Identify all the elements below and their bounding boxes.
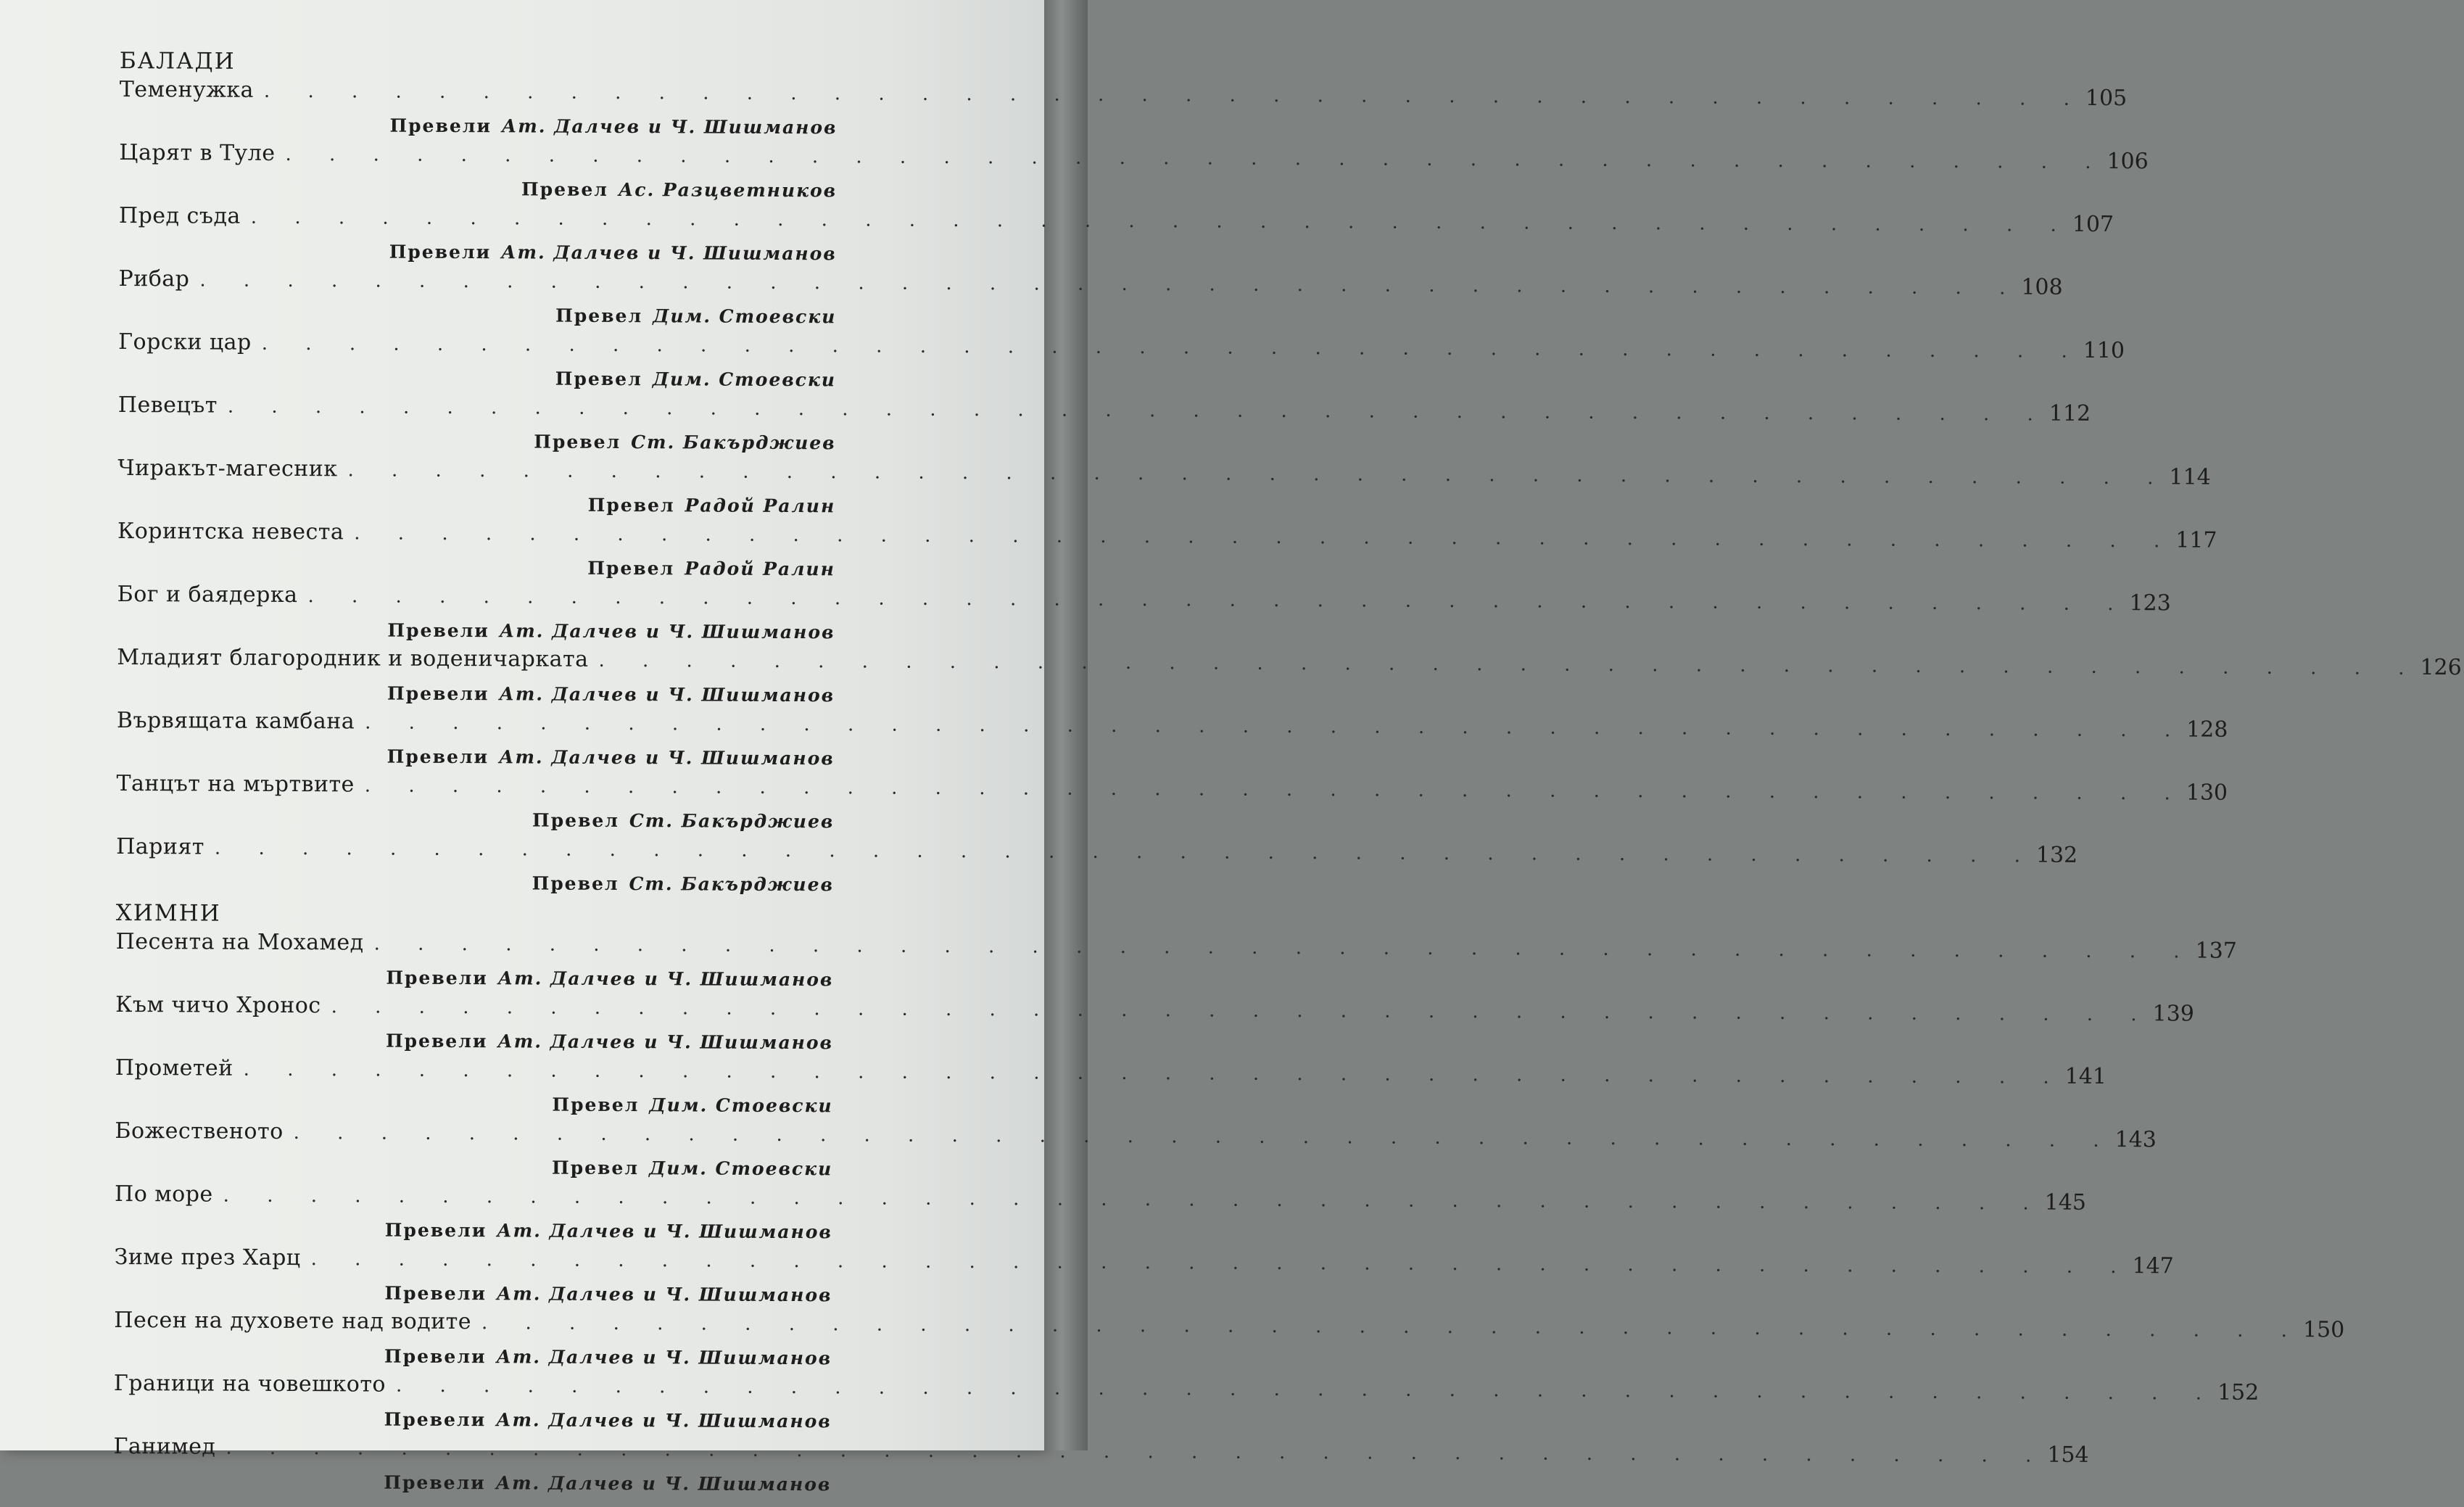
entry-title: Песента на Мохамед bbox=[115, 928, 364, 956]
entry-line bbox=[117, 581, 2171, 617]
entry-line bbox=[113, 1433, 2089, 1469]
translator-verb: Превел bbox=[555, 305, 643, 327]
translator-verb: Превел bbox=[555, 368, 642, 390]
section-heading: ХИМНИ bbox=[115, 899, 221, 927]
dot-leader: . . . . . . . . . . . . . . . . . . . . . . . . . . . . . . . . . . . . . . . . . . bbox=[261, 332, 2083, 363]
translator-verb: Превели bbox=[387, 682, 489, 705]
toc-entry bbox=[118, 265, 2063, 333]
entry-page-number: 114 bbox=[2169, 464, 2211, 490]
translator-name: Ат. Далчев и Ч. Шишманов bbox=[497, 1031, 834, 1054]
section-entries bbox=[113, 928, 2345, 1500]
translator-name: Ат. Далчев и Ч. Шишманов bbox=[501, 115, 838, 139]
toc-entry bbox=[117, 518, 2217, 585]
entry-translator bbox=[119, 172, 924, 207]
entry-title: Младият благородник и воденичарката bbox=[117, 644, 589, 672]
entry-line bbox=[116, 833, 2078, 870]
entry-line bbox=[118, 329, 2125, 365]
entry-page-number: 145 bbox=[2044, 1189, 2086, 1215]
entry-line bbox=[113, 1370, 2260, 1406]
dot-leader: . . . . . . . . . . . . . . . . . . . . . . . . . . . . . . . . . . . . . . . . . . bbox=[223, 1184, 2045, 1215]
entry-line bbox=[117, 392, 2091, 428]
entry-title: Ганимед bbox=[113, 1433, 216, 1460]
dot-leader: . . . . . . . . . . . . . . . . . . . . . . . . . . . . . . . . . . . . . . . . . . bbox=[214, 837, 2036, 867]
translator-verb: Превел bbox=[532, 872, 619, 895]
entry-translator bbox=[116, 866, 921, 901]
entry-translator bbox=[114, 1403, 919, 1437]
entry-line bbox=[119, 76, 2128, 112]
entry-line bbox=[119, 139, 2149, 176]
entry-translator bbox=[114, 1276, 919, 1311]
toc-entry bbox=[115, 991, 2194, 1059]
entry-line bbox=[118, 202, 2114, 239]
entry-page-number: 106 bbox=[2107, 148, 2149, 175]
dot-leader: . . . . . . . . . . . . . . . . . . . . . . . . . . . . . . . . . . . . . . . . . . bbox=[285, 143, 2107, 173]
entry-page-number: 154 bbox=[2047, 1442, 2089, 1468]
entry-page-number: 128 bbox=[2186, 717, 2228, 743]
translator-name: Ст. Бакърджиев bbox=[631, 432, 836, 454]
dot-leader: . . . . . . . . . . . . . . . . . . . . . . . . . . . . . . . . . . . . . . . . . . bbox=[598, 649, 2420, 680]
dot-leader: . . . . . . . . . . . . . . . . . . . . . . . . . . . . . . . . . . . . . . . . . . bbox=[199, 269, 2022, 300]
toc-entry bbox=[115, 1118, 2157, 1185]
toc-entry bbox=[115, 1054, 2107, 1122]
translator-verb: Превели bbox=[384, 1471, 486, 1494]
entry-title: Певецът bbox=[117, 392, 218, 418]
translator-verb: Превели bbox=[384, 1282, 487, 1305]
toc-entry bbox=[118, 329, 2125, 396]
entry-line bbox=[117, 455, 2211, 491]
dot-leader: . . . . . . . . . . . . . . . . . . . . . . . . . . . . . . . . . . . . . . . . . . bbox=[226, 1437, 2048, 1467]
entry-translator bbox=[115, 1087, 920, 1122]
entry-page-number: 152 bbox=[2217, 1379, 2260, 1405]
entry-page-number: 130 bbox=[2186, 780, 2228, 806]
entry-translator bbox=[117, 487, 922, 522]
entry-translator bbox=[117, 614, 922, 648]
table-of-contents bbox=[113, 45, 2462, 1500]
translator-name: Радой Ралин bbox=[685, 495, 836, 517]
translator-verb: Превел bbox=[552, 1157, 640, 1179]
entry-page-number: 117 bbox=[2175, 527, 2217, 553]
entry-line bbox=[115, 991, 2194, 1028]
entry-title: Вървящата камбана bbox=[116, 707, 355, 735]
toc-entry bbox=[116, 707, 2228, 775]
toc-entry bbox=[116, 770, 2228, 838]
entry-page-number: 132 bbox=[2035, 842, 2078, 868]
entry-page-number: 141 bbox=[2064, 1063, 2107, 1089]
entry-title: Коринтска невеста bbox=[117, 518, 344, 545]
toc-entry bbox=[114, 1307, 2345, 1374]
translator-verb: Превел bbox=[534, 431, 621, 453]
entry-title: Божественото bbox=[115, 1118, 284, 1144]
translator-name: Ат. Далчев и Ч. Шишманов bbox=[495, 1472, 832, 1495]
entry-line bbox=[115, 1181, 2086, 1217]
entry-translator bbox=[117, 740, 922, 775]
dot-leader: . . . . . . . . . . . . . . . . . . . . . . . . . . . . . . . . . . . . . . . . . . bbox=[293, 1122, 2115, 1152]
entry-translator bbox=[115, 1213, 919, 1248]
entry-title: Теменужка bbox=[119, 76, 255, 103]
translator-verb: Превели bbox=[384, 1345, 487, 1368]
translator-name: Ст. Бакърджиев bbox=[629, 810, 835, 833]
translator-name: Радой Ралин bbox=[685, 558, 835, 580]
entry-title: Чиракът-магесник bbox=[117, 455, 338, 482]
toc-entry bbox=[115, 1181, 2086, 1248]
toc-entry bbox=[119, 76, 2128, 144]
translator-name: Ат. Далчев и Ч. Шишманов bbox=[499, 746, 835, 769]
section-entries bbox=[116, 76, 2462, 901]
entry-page-number: 123 bbox=[2129, 590, 2171, 616]
entry-line bbox=[115, 1054, 2107, 1091]
entry-translator bbox=[116, 803, 921, 838]
dot-leader: . . . . . . . . . . . . . . . . . . . . . . . . . . . . . . . . . . . . . . . . . . bbox=[481, 1312, 2304, 1342]
entry-page-number: 110 bbox=[2083, 337, 2125, 364]
dot-leader: . . . . . . . . . . . . . . . . . . . . . . . . . . . . . . . . . . . . . . . . . . bbox=[250, 206, 2072, 236]
translator-name: Ат. Далчев и Ч. Шишманов bbox=[496, 1409, 832, 1432]
toc-section bbox=[116, 45, 2462, 901]
entry-title: Танцът на мъртвите bbox=[116, 770, 355, 798]
entry-page-number: 108 bbox=[2021, 274, 2063, 300]
translator-name: Ат. Далчев и Ч. Шишманов bbox=[499, 620, 835, 643]
toc-entry bbox=[118, 202, 2114, 270]
entry-title: Прометей bbox=[115, 1054, 233, 1081]
translator-verb: Превели bbox=[387, 619, 489, 642]
dot-leader: . . . . . . . . . . . . . . . . . . . . . . . . . . . . . . . . . . . . . . . . . . bbox=[364, 775, 2186, 805]
dot-leader: . . . . . . . . . . . . . . . . . . . . . . . . . . . . . . . . . . . . . . . . . . bbox=[331, 996, 2153, 1026]
toc-entry bbox=[115, 928, 2237, 996]
toc-entry bbox=[113, 1370, 2260, 1437]
entry-translator bbox=[119, 235, 924, 270]
translator-name: Ат. Далчев и Ч. Шишманов bbox=[497, 1220, 832, 1243]
translator-verb: Превел bbox=[587, 494, 675, 516]
translator-name: Дим. Стоевски bbox=[649, 1094, 833, 1117]
entry-translator bbox=[115, 961, 920, 996]
toc-entry bbox=[117, 644, 2462, 711]
entry-translator bbox=[117, 550, 922, 585]
entry-page-number: 126 bbox=[2420, 654, 2462, 681]
entry-translator bbox=[118, 361, 923, 396]
entry-line bbox=[114, 1244, 2174, 1280]
entry-title: Пред съда bbox=[118, 202, 241, 229]
dot-leader: . . . . . . . . . . . . . . . . . . . . . . . . . . . . . . . . . . . . . . . . . . bbox=[347, 459, 2170, 490]
translator-name: Ат. Далчев и Ч. Шишманов bbox=[497, 967, 834, 991]
translator-verb: Превел bbox=[521, 178, 608, 200]
toc-entry bbox=[117, 581, 2171, 648]
entry-title: Горски цар bbox=[118, 329, 252, 355]
entry-title: Царят в Туле bbox=[119, 139, 276, 166]
entry-line bbox=[116, 770, 2228, 806]
entry-page-number: 112 bbox=[2048, 400, 2091, 426]
entry-line bbox=[115, 928, 2237, 965]
toc-entry bbox=[114, 1244, 2174, 1311]
translator-verb: Превели bbox=[386, 967, 488, 989]
toc-entry bbox=[119, 139, 2149, 207]
dot-leader: . . . . . . . . . . . . . . . . . . . . . . . . . . . . . . . . . . . . . . . . . . bbox=[307, 585, 2130, 616]
entry-translator bbox=[118, 298, 923, 333]
translator-name: Ат. Далчев и Ч. Шишманов bbox=[496, 1283, 832, 1306]
translator-verb: Превели bbox=[384, 1219, 487, 1242]
entry-page-number: 105 bbox=[2085, 85, 2128, 112]
translator-verb: Превели bbox=[389, 241, 492, 263]
entry-page-number: 107 bbox=[2072, 211, 2114, 238]
entry-translator bbox=[118, 424, 923, 459]
translator-verb: Превели bbox=[385, 1030, 488, 1052]
dot-leader: . . . . . . . . . . . . . . . . . . . . . . . . . . . . . . . . . . . . . . . . . . bbox=[373, 933, 2196, 963]
translator-name: Ст. Бакърджиев bbox=[629, 873, 835, 896]
entry-line bbox=[115, 1118, 2157, 1154]
dot-leader: . . . . . . . . . . . . . . . . . . . . . . . . . . . . . . . . . . . . . . . . . . bbox=[395, 1374, 2218, 1405]
entry-translator bbox=[113, 1466, 918, 1500]
entry-translator bbox=[114, 1339, 919, 1374]
dot-leader: . . . . . . . . . . . . . . . . . . . . . . . . . . . . . . . . . . . . . . . . . . bbox=[354, 522, 2176, 553]
entry-translator bbox=[115, 1024, 920, 1059]
entry-page-number: 147 bbox=[2132, 1253, 2174, 1279]
translator-name: Ат. Далчев и Ч. Шишманов bbox=[501, 241, 837, 265]
entry-page-number: 139 bbox=[2152, 1001, 2194, 1027]
entry-line bbox=[116, 707, 2228, 743]
toc-entry bbox=[113, 1433, 2089, 1500]
translator-name: Ас. Разцветников bbox=[618, 179, 838, 202]
entry-line bbox=[114, 1307, 2345, 1343]
entry-title: Бог и баядерка bbox=[117, 581, 298, 608]
entry-translator bbox=[115, 1150, 919, 1185]
translator-name: Дим. Стоевски bbox=[652, 368, 837, 391]
dot-leader: . . . . . . . . . . . . . . . . . . . . . . . . . . . . . . . . . . . . . . . . . . bbox=[310, 1248, 2133, 1279]
entry-line bbox=[118, 265, 2063, 302]
entry-translator bbox=[119, 109, 924, 144]
entry-title: Граници на човешкото bbox=[113, 1370, 386, 1397]
entry-title: Парият bbox=[116, 833, 205, 860]
entry-translator bbox=[117, 677, 922, 711]
entry-title: Рибар bbox=[118, 265, 190, 292]
toc-entry bbox=[117, 392, 2091, 459]
entry-title: По море bbox=[115, 1181, 213, 1207]
translator-verb: Превели bbox=[384, 1408, 487, 1431]
toc-entry bbox=[117, 455, 2211, 522]
translator-verb: Превел bbox=[532, 809, 619, 832]
translator-name: Дим. Стоевски bbox=[653, 305, 837, 328]
entry-line bbox=[117, 644, 2462, 681]
section-heading: БАЛАДИ bbox=[119, 47, 236, 75]
entry-line bbox=[117, 518, 2217, 554]
dot-leader: . . . . . . . . . . . . . . . . . . . . . . . . . . . . . . . . . . . . . . . . . . bbox=[365, 711, 2187, 742]
dot-leader: . . . . . . . . . . . . . . . . . . . . . . . . . . . . . . . . . . . . . . . . . . bbox=[263, 80, 2085, 110]
translator-verb: Превели bbox=[389, 115, 492, 137]
toc-section bbox=[113, 897, 2345, 1500]
entry-page-number: 143 bbox=[2114, 1127, 2157, 1153]
translator-name: Дим. Стоевски bbox=[648, 1157, 833, 1180]
entry-page-number: 150 bbox=[2302, 1317, 2345, 1343]
translator-verb: Превел bbox=[587, 557, 675, 579]
translator-name: Ат. Далчев и Ч. Шишманов bbox=[496, 1346, 832, 1369]
dot-leader: . . . . . . . . . . . . . . . . . . . . . . . . . . . . . . . . . . . . . . . . . . bbox=[227, 395, 2049, 426]
translator-name: Ат. Далчев и Ч. Шишманов bbox=[499, 683, 835, 706]
entry-page-number: 137 bbox=[2195, 938, 2237, 964]
translator-verb: Превел bbox=[552, 1094, 640, 1116]
entry-title: Към чичо Хронос bbox=[115, 991, 321, 1019]
entry-title: Зиме през Харц bbox=[114, 1244, 301, 1271]
toc-entry bbox=[116, 833, 2078, 901]
dot-leader: . . . . . . . . . . . . . . . . . . . . . . . . . . . . . . . . . . . . . . . . . . bbox=[243, 1058, 2065, 1089]
entry-title: Песен на духовете над водите bbox=[114, 1307, 472, 1335]
translator-verb: Превели bbox=[386, 746, 489, 768]
